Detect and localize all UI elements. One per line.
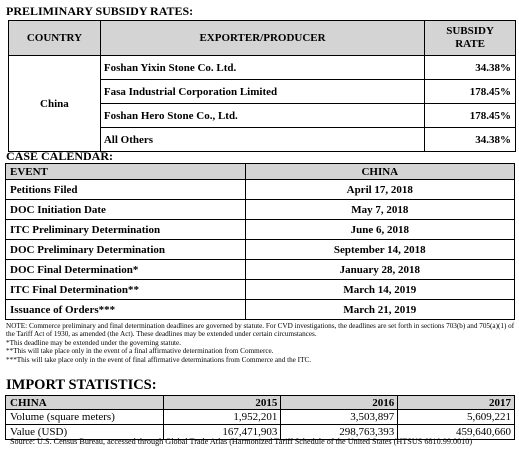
year-header: 2015 bbox=[163, 396, 281, 410]
rate-cell: 178.45% bbox=[425, 104, 516, 128]
note-text: **This will take place only in the event of a final affirmative determination from Commerce. bbox=[6, 347, 274, 356]
value-cell: 459,640,660 bbox=[398, 425, 515, 440]
note-text: *This deadline may be extended under the governing statute. bbox=[6, 338, 182, 347]
note-text: ***This will take place only in the event of final affirmative determinations from Commerce and the ITC. bbox=[6, 355, 312, 364]
value-cell: 298,763,393 bbox=[281, 425, 398, 440]
subsidy-header-row bbox=[9, 21, 516, 56]
date-cell: January 28, 2018 bbox=[245, 260, 514, 280]
rate-cell: 34.38% bbox=[425, 128, 516, 152]
date-cell: April 17, 2018 bbox=[245, 180, 514, 200]
event-cell: Petitions Filed bbox=[6, 180, 246, 200]
rate-cell: 178.45% bbox=[425, 80, 516, 104]
country-column-header: COUNTRY bbox=[9, 21, 101, 56]
exporter-cell: Foshan Hero Stone Co., Ltd. bbox=[100, 104, 424, 128]
row-label: Volume (square meters) bbox=[6, 410, 164, 425]
china-column-header: CHINA bbox=[245, 164, 514, 180]
calendar-header-row bbox=[6, 164, 515, 180]
imports-header-row bbox=[6, 396, 515, 410]
value-cell: 167,471,903 bbox=[163, 425, 281, 440]
calendar-notes bbox=[6, 322, 518, 364]
value-cell: 3,503,897 bbox=[281, 410, 398, 425]
table-row bbox=[6, 260, 515, 280]
event-column-header: EVENT bbox=[6, 164, 246, 180]
event-cell: Issuance of Orders*** bbox=[6, 300, 246, 320]
rate-cell: 34.38% bbox=[425, 56, 516, 80]
country-cell: China bbox=[9, 56, 101, 152]
calendar-section-title: CASE CALENDAR: bbox=[6, 149, 114, 163]
table-row bbox=[6, 240, 515, 260]
imports-section-title: IMPORT STATISTICS: bbox=[6, 377, 157, 393]
date-cell: March 21, 2019 bbox=[245, 300, 514, 320]
event-cell: DOC Final Determination* bbox=[6, 260, 246, 280]
table-row bbox=[6, 280, 515, 300]
table-row bbox=[6, 220, 515, 240]
exporter-cell: All Others bbox=[100, 128, 424, 152]
exporter-cell: Foshan Yixin Stone Co. Ltd. bbox=[100, 56, 424, 80]
year-header: 2016 bbox=[281, 396, 398, 410]
exporter-cell: Fasa Industrial Corporation Limited bbox=[100, 80, 424, 104]
year-header: 2017 bbox=[398, 396, 515, 410]
date-cell: September 14, 2018 bbox=[245, 240, 514, 260]
import-statistics-table bbox=[5, 395, 515, 440]
source-note: Source: U.S. Census Bureau, accessed through Global Trade Atlas (Harmonized Tariff Schedule of the United States (HTSUS 6810.99.0010) bbox=[10, 437, 473, 446]
value-cell: 1,952,201 bbox=[163, 410, 281, 425]
row-label: Value (USD) bbox=[6, 425, 164, 440]
table-row bbox=[6, 410, 515, 425]
case-calendar-table bbox=[5, 163, 515, 320]
table-row bbox=[6, 180, 515, 200]
date-cell: March 14, 2019 bbox=[245, 280, 514, 300]
date-cell: June 6, 2018 bbox=[245, 220, 514, 240]
table-row bbox=[9, 56, 516, 80]
date-cell: May 7, 2018 bbox=[245, 200, 514, 220]
exporter-column-header: EXPORTER/PRODUCER bbox=[100, 21, 424, 56]
event-cell: DOC Preliminary Determination bbox=[6, 240, 246, 260]
china-header: CHINA bbox=[6, 396, 164, 410]
subsidy-rates-table bbox=[8, 20, 516, 152]
note-text: NOTE: Commerce preliminary and final determination deadlines are governed by statute. For CVD investigations, the deadlines are set forth in sections 703(b) and 705(a)(1) of the Tariff Act of 1930, as amended (the Act). These deadlines may be extended under certain circumstances. bbox=[6, 322, 515, 339]
value-cell: 5,609,221 bbox=[398, 410, 515, 425]
rate-column-header: SUBSIDY RATE bbox=[425, 21, 516, 56]
event-cell: DOC Initiation Date bbox=[6, 200, 246, 220]
event-cell: ITC Final Determination** bbox=[6, 280, 246, 300]
table-row bbox=[6, 200, 515, 220]
table-row bbox=[6, 300, 515, 320]
subsidy-section-title: PRELIMINARY SUBSIDY RATES: bbox=[6, 4, 194, 18]
event-cell: ITC Preliminary Determination bbox=[6, 220, 246, 240]
